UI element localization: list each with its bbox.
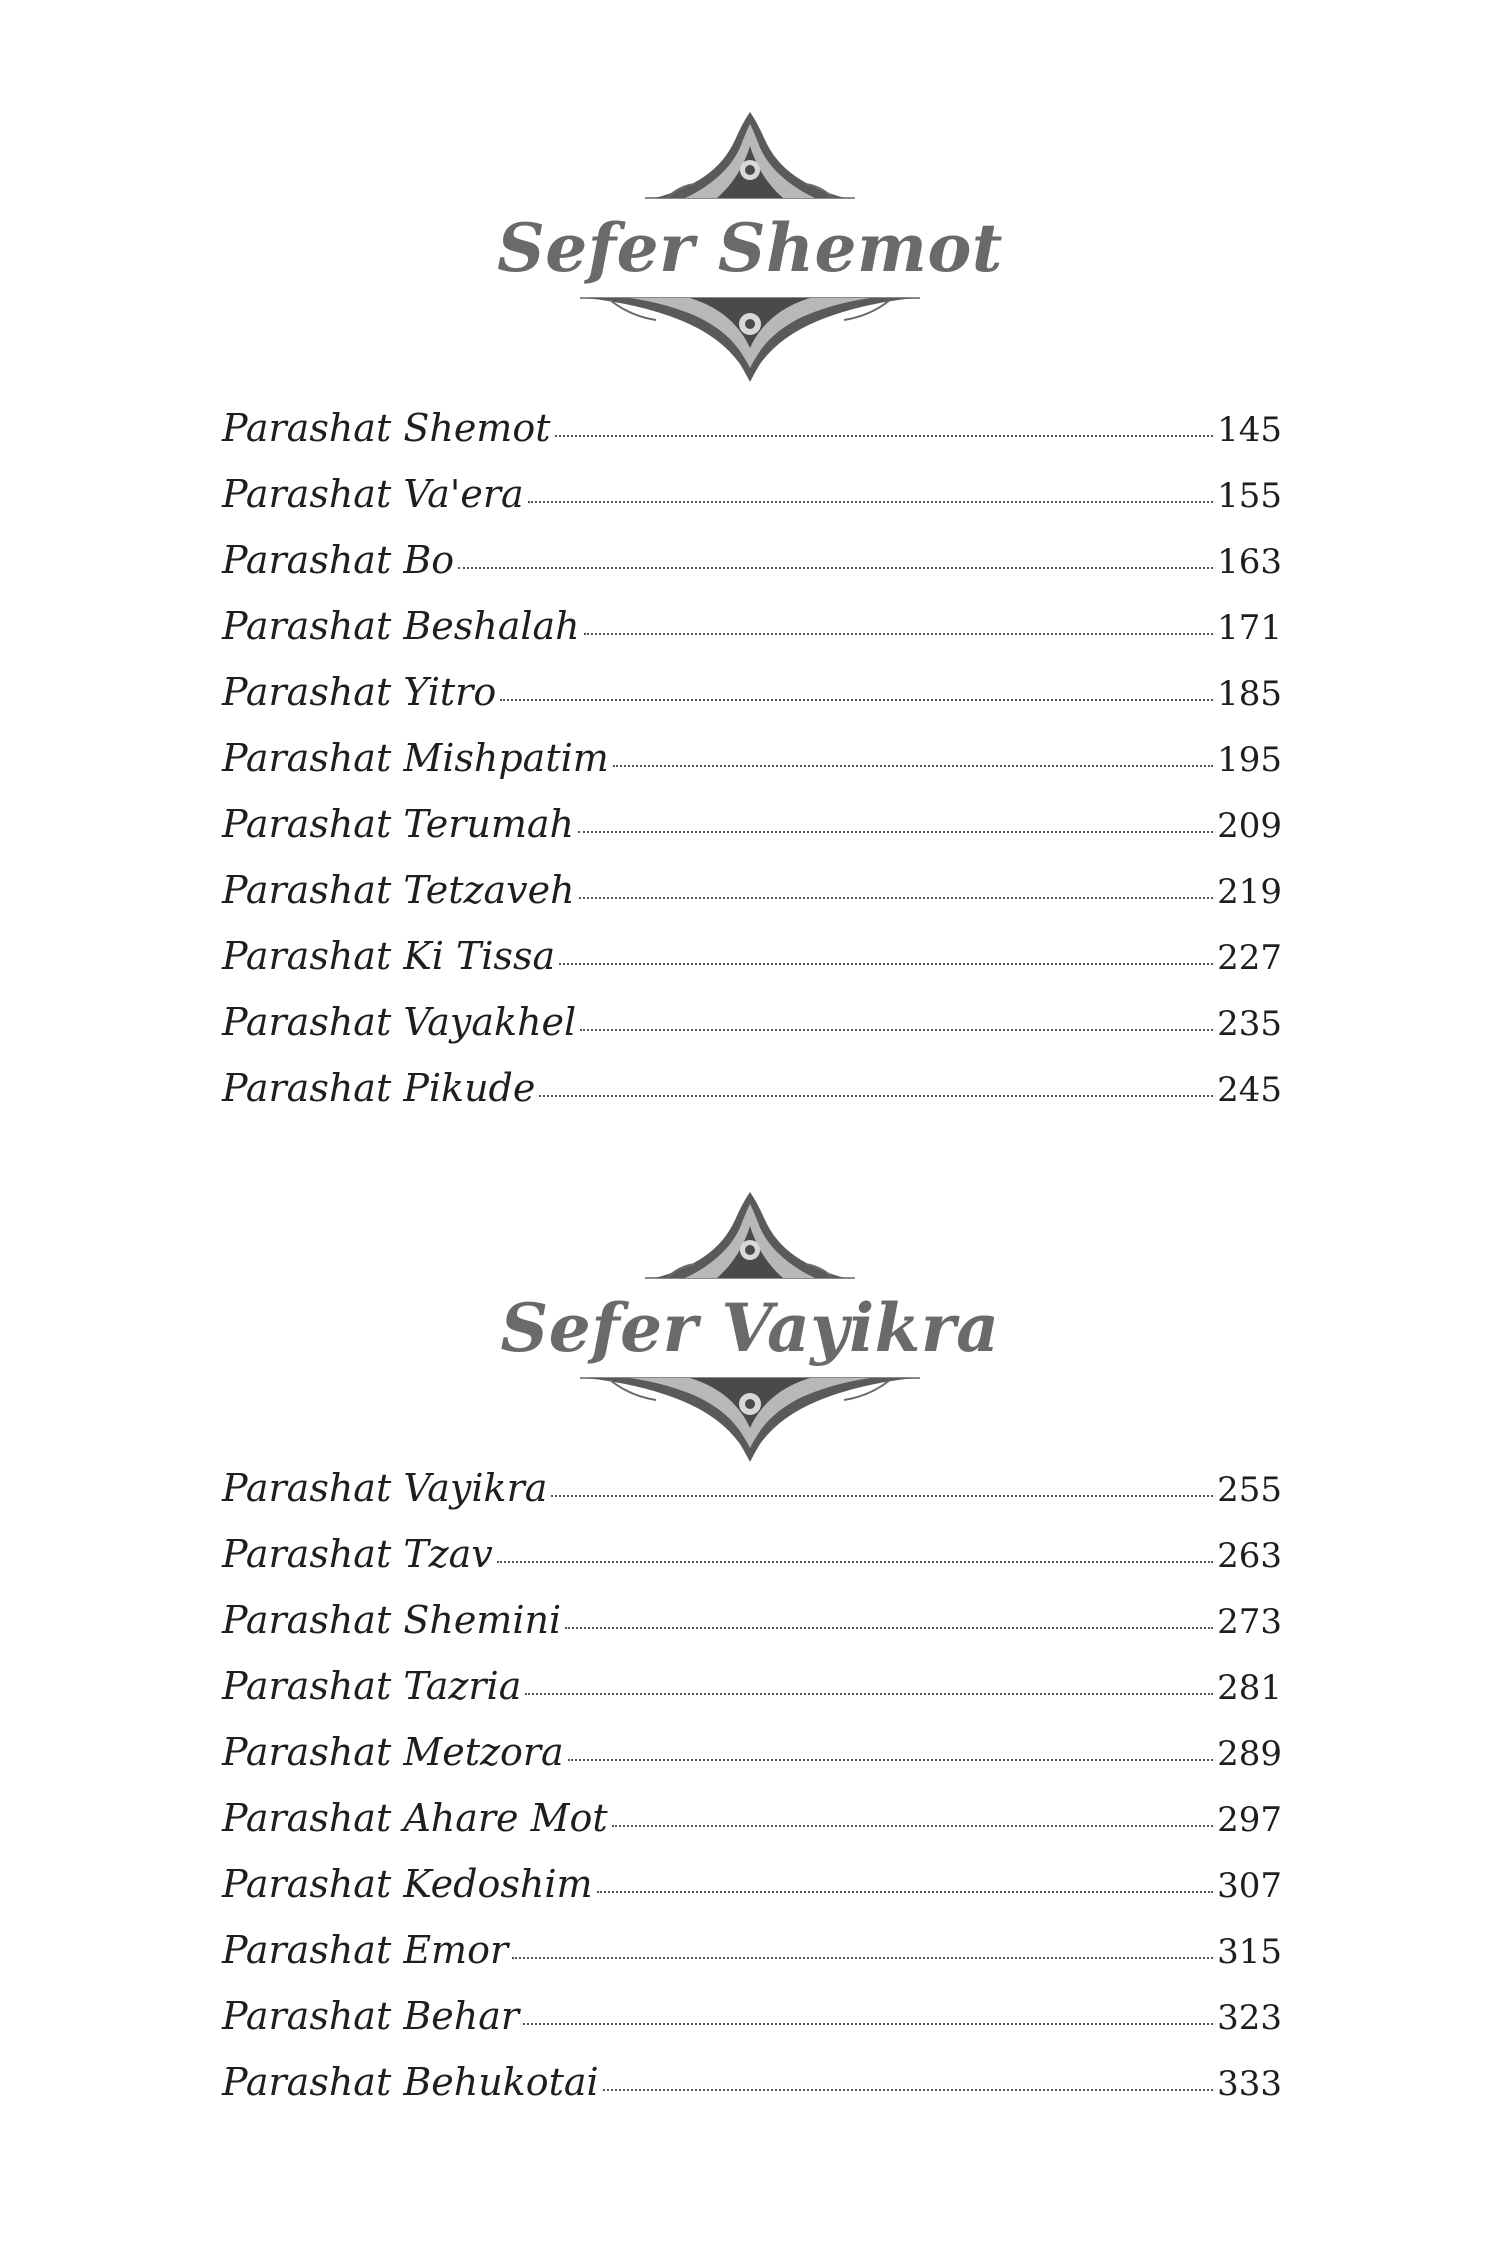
- toc-entry-page: 155: [1217, 476, 1282, 516]
- toc-entry-page: 195: [1217, 740, 1282, 780]
- dot-leader: [580, 1029, 1213, 1031]
- dot-leader: [539, 1095, 1213, 1097]
- toc-entry[interactable]: [222, 1466, 1282, 1532]
- toc-entry-page: 281: [1217, 1668, 1282, 1708]
- toc-entry[interactable]: [222, 2060, 1282, 2126]
- toc-entry-title: Parashat Shemot: [222, 406, 551, 450]
- toc-entry-page: 145: [1217, 410, 1282, 450]
- dot-leader: [559, 963, 1213, 965]
- toc-entry-title: Parashat Va'era: [222, 472, 524, 516]
- toc-entry[interactable]: [222, 1730, 1282, 1796]
- toc-entry-title: Parashat Metzora: [222, 1730, 564, 1774]
- toc-entry-title: Parashat Emor: [222, 1928, 509, 1972]
- toc-list-shemot: [222, 406, 1282, 1132]
- dot-leader: [512, 1957, 1213, 1959]
- ornament-crest-icon: [645, 1190, 855, 1282]
- toc-entry-title: Parashat Terumah: [222, 802, 575, 846]
- toc-entry-title: Parashat Shemini: [222, 1598, 562, 1642]
- toc-entry-title: Parashat Kedoshim: [222, 1862, 593, 1906]
- toc-entry-page: 273: [1217, 1602, 1282, 1642]
- section-sefer-shemot: [0, 110, 1500, 1110]
- toc-list-vayikra: [222, 1466, 1282, 2126]
- dot-leader: [551, 1495, 1213, 1497]
- toc-entry-page: 227: [1217, 938, 1282, 978]
- ornament-pendant-icon: [580, 1374, 920, 1464]
- toc-entry-title: Parashat Behar: [222, 1994, 520, 2038]
- ornament-crest-icon: [645, 110, 855, 202]
- toc-entry[interactable]: [222, 934, 1282, 1000]
- dot-leader: [525, 1693, 1213, 1695]
- toc-entry-title: Parashat Behukotai: [222, 2060, 599, 2104]
- toc-entry-title: Parashat Tazria: [222, 1664, 522, 1708]
- toc-entry-page: 289: [1217, 1734, 1282, 1774]
- dot-leader: [597, 1891, 1214, 1893]
- toc-entry-page: 163: [1217, 542, 1282, 582]
- toc-entry-page: 255: [1217, 1470, 1282, 1510]
- toc-entry[interactable]: [222, 472, 1282, 538]
- toc-entry-title: Parashat Ahare Mot: [222, 1796, 608, 1840]
- dot-leader: [523, 2023, 1213, 2025]
- toc-entry-page: 263: [1217, 1536, 1282, 1576]
- dot-leader: [613, 765, 1213, 767]
- section-title: Sefer Vayikra: [500, 1289, 1000, 1367]
- section-title: Sefer Shemot: [497, 209, 1003, 287]
- dot-leader: [584, 633, 1213, 635]
- toc-entry-page: 307: [1217, 1866, 1282, 1906]
- dot-leader: [458, 567, 1213, 569]
- dot-leader: [578, 831, 1213, 833]
- toc-entry[interactable]: [222, 736, 1282, 802]
- dot-leader: [500, 699, 1213, 701]
- dot-leader: [528, 501, 1213, 503]
- toc-entry[interactable]: [222, 1664, 1282, 1730]
- toc-entry-title: Parashat Tetzaveh: [222, 868, 575, 912]
- toc-entry-title: Parashat Mishpatim: [222, 736, 609, 780]
- toc-entry-title: Parashat Tzav: [222, 1532, 493, 1576]
- dot-leader: [565, 1627, 1213, 1629]
- dot-leader: [555, 435, 1214, 437]
- toc-entry-title: Parashat Beshalah: [222, 604, 580, 648]
- toc-entry[interactable]: [222, 670, 1282, 736]
- toc-entry-page: 333: [1217, 2064, 1282, 2104]
- toc-entry-title: Parashat Vayikra: [222, 1466, 548, 1510]
- toc-entry[interactable]: [222, 1928, 1282, 1994]
- toc-entry-title: Parashat Vayakhel: [222, 1000, 577, 1044]
- toc-entry[interactable]: [222, 1000, 1282, 1066]
- toc-entry[interactable]: [222, 868, 1282, 934]
- toc-entry-page: 245: [1217, 1070, 1282, 1110]
- toc-entry[interactable]: [222, 802, 1282, 868]
- toc-entry-title: Parashat Bo: [222, 538, 455, 582]
- toc-entry-page: 219: [1217, 872, 1282, 912]
- toc-entry-title: Parashat Ki Tissa: [222, 934, 556, 978]
- toc-entry[interactable]: [222, 1532, 1282, 1598]
- toc-entry-page: 185: [1217, 674, 1282, 714]
- dot-leader: [603, 2089, 1213, 2091]
- toc-entry[interactable]: [222, 604, 1282, 670]
- toc-entry-title: Parashat Yitro: [222, 670, 497, 714]
- toc-entry-page: 297: [1217, 1800, 1282, 1840]
- toc-entry[interactable]: [222, 1994, 1282, 2060]
- toc-entry-page: 323: [1217, 1998, 1282, 2038]
- toc-entry[interactable]: [222, 1598, 1282, 1664]
- toc-entry-title: Parashat Pikude: [222, 1066, 536, 1110]
- toc-entry-page: 315: [1217, 1932, 1282, 1972]
- toc-entry[interactable]: [222, 1796, 1282, 1862]
- section-sefer-vayikra: [0, 1190, 1500, 2104]
- dot-leader: [497, 1561, 1213, 1563]
- ornament-pendant-icon: [580, 294, 920, 384]
- toc-entry-page: 171: [1217, 608, 1282, 648]
- dot-leader: [579, 897, 1214, 899]
- dot-leader: [568, 1759, 1213, 1761]
- toc-entry[interactable]: [222, 1066, 1282, 1132]
- toc-entry[interactable]: [222, 406, 1282, 472]
- toc-entry-page: 209: [1217, 806, 1282, 846]
- toc-entry[interactable]: [222, 538, 1282, 604]
- toc-entry-page: 235: [1217, 1004, 1282, 1044]
- toc-entry[interactable]: [222, 1862, 1282, 1928]
- dot-leader: [612, 1825, 1213, 1827]
